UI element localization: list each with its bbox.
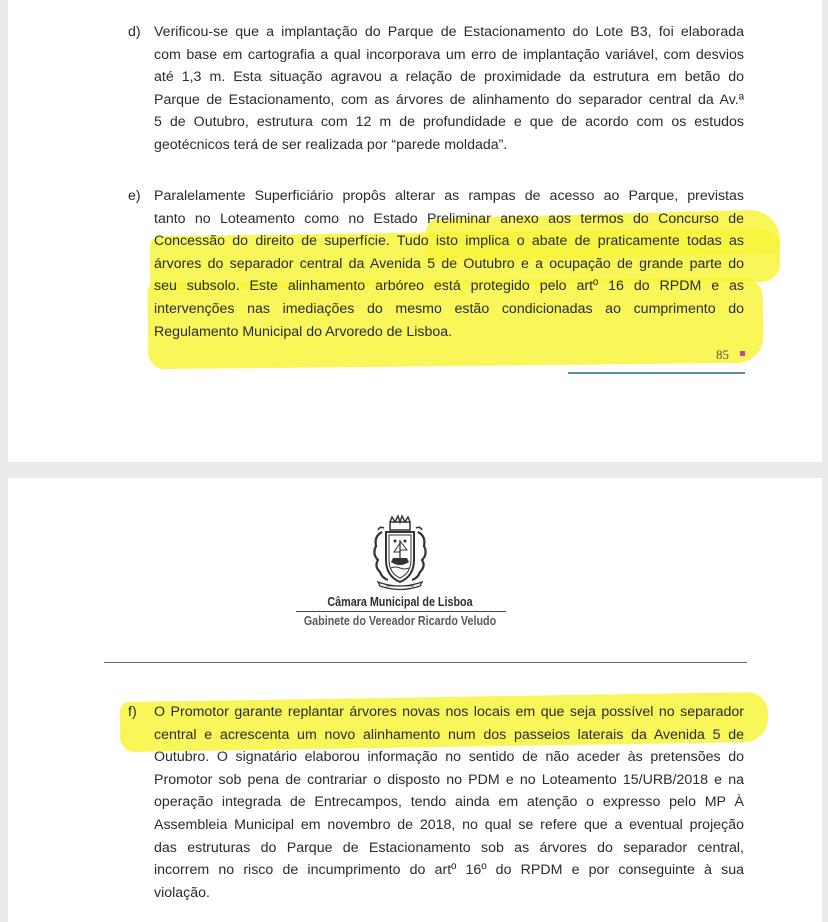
paragraph-f-line: violação. [154, 884, 210, 901]
paragraph-d-line: até 1,3 m. Esta situação agravou a relação de proximidade da estrutura em betão do [154, 69, 744, 86]
office-name: Gabinete do Vereador Ricardo Veludo [303, 614, 497, 628]
paragraph-f-line: Outubro. O signatário elaborou informação no sentido de não aceder às pretensões do [154, 749, 744, 766]
paragraph-f-line: incorrem no risco de incumprimento do artº 16º do RPDM e por conseguinte à sua [154, 862, 744, 879]
paragraph-d-line: com base em cartografia a qual incorporava um erro de implantação variável, com desvios [154, 46, 744, 63]
page-number-marker [740, 351, 745, 356]
header-divider [104, 662, 747, 663]
lisbon-coat-of-arms-icon [360, 514, 440, 594]
paragraph-d-marker: d) [128, 24, 141, 40]
organization-name: Câmara Municipal de Lisboa [327, 595, 473, 609]
paragraph-e-line: Regulamento Municipal do Arvoredo de Lisboa. [154, 323, 453, 340]
footer-rule [568, 372, 745, 374]
document-page-top [8, 0, 822, 462]
paragraph-e-text [154, 185, 744, 343]
paragraph-f-text [154, 701, 744, 904]
document-page-bottom [8, 478, 822, 922]
header-rule [296, 611, 506, 612]
paragraph-f-line: Assembleia Municipal em novembro de 2018, no qual se refere que a eventual projeção [154, 816, 744, 833]
paragraph-e-line: Concessão do direito de superfície. Tudo isto implica o abate de praticamente todas as [154, 233, 744, 250]
paragraph-e-line: árvores do separador central da Avenida 5 de Outubro e a ocupação de grande parte do [154, 255, 744, 272]
paragraph-f-marker: f) [128, 704, 137, 720]
paragraph-d-line: Verificou-se que a implantação do Parque de Estacionamento do Lote B3, foi elaborada [154, 24, 744, 40]
paragraph-f-line: Promotor sob pena de contrariar o disposto no PDM e no Loteamento 15/URB/2018 e na [154, 771, 744, 788]
paragraph-f-line: das estruturas do Parque de Estacionamento sob as árvores do separador central, [154, 839, 744, 856]
paragraph-e-marker: e) [128, 188, 141, 204]
paragraph-d-text [154, 21, 744, 157]
paragraph-e-line: intervenções nas imediações do mesmo estão condicionadas ao cumprimento do [154, 300, 744, 317]
paragraph-f-line: O Promotor garante replantar árvores novas nos locais em que seja possível no separador [154, 704, 744, 720]
paragraph-f-line: central e acrescenta um novo alinhamento num dos passeios laterais da Avenida 5 de [154, 726, 744, 743]
paragraph-d-line: 5 de Outubro, estrutura com 12 m de profundidade e que de acordo com os estudos [154, 114, 744, 131]
paragraph-e-line: tanto no Loteamento como no Estado Preliminar anexo aos termos do Concurso de [154, 210, 744, 227]
page-number: 85 [716, 347, 729, 362]
paragraph-d-line: Parque de Estacionamento, com as árvores de alinhamento do separador central da Av.ª [154, 91, 744, 108]
paragraph-e-line: Paralelamente Superficiário propôs alterar as rampas de acesso ao Parque, previstas [154, 188, 744, 204]
paragraph-e-line: seu subsolo. Este alinhamento arbóreo está protegido pelo artº 16 do RPDM e as [154, 278, 744, 295]
paragraph-d-line: geotécnicos terá de ser realizada por “parede moldada”. [154, 136, 508, 153]
paragraph-f-line: operação integrada de Entrecampos, tendo ainda em atenção o expresso pelo MP À [154, 794, 744, 811]
